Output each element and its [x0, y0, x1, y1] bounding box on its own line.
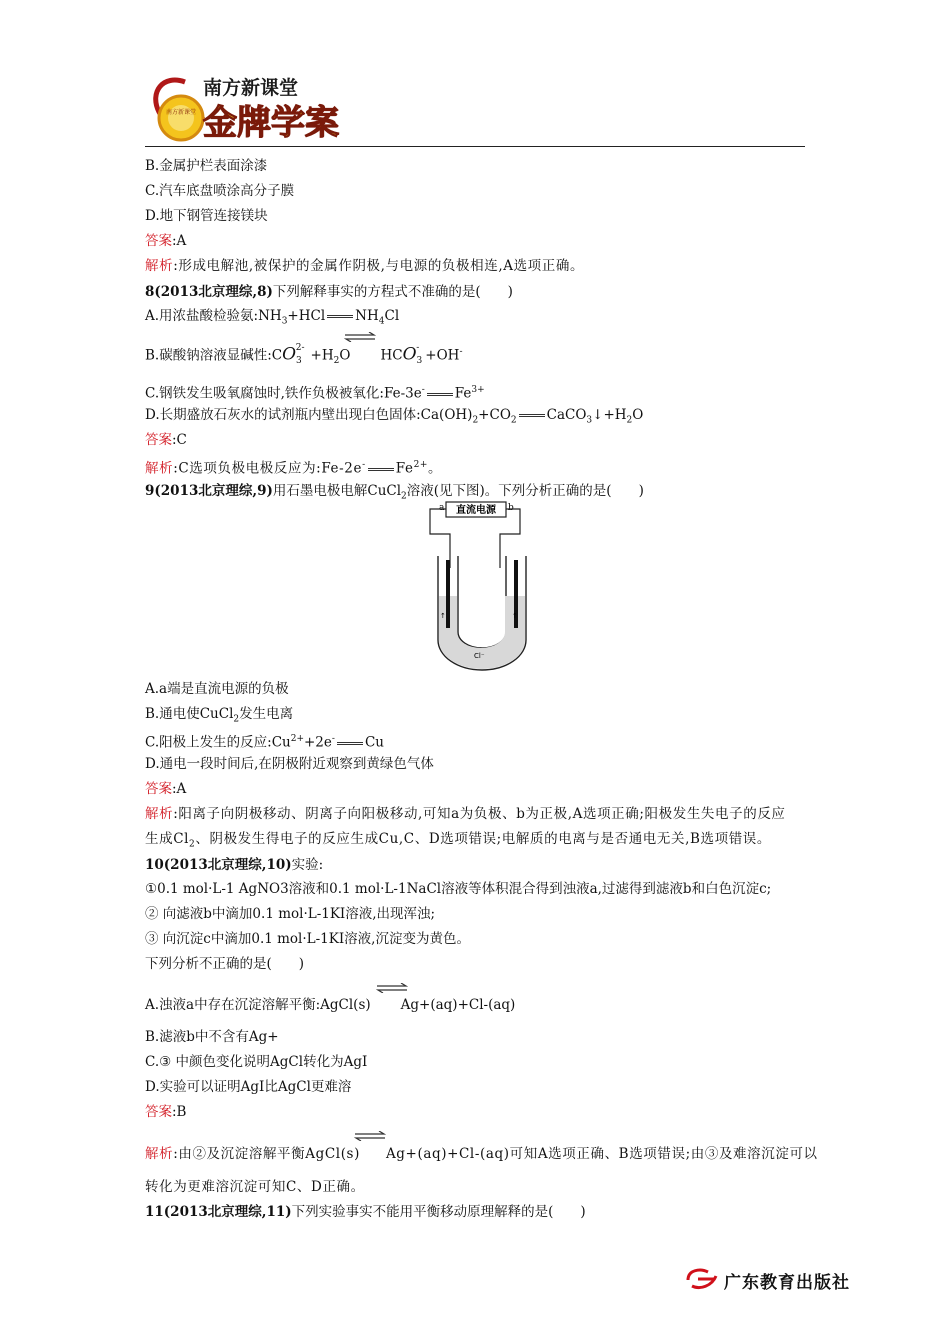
q8-stem: 8(2013北京理综,8)下列解释事实的方程式不准确的是( ) [145, 284, 513, 300]
equilibrium-arrow-icon [376, 983, 408, 993]
q10-analysis-2: 转化为更难溶沉淀可知C、D正确。 [145, 1179, 365, 1195]
q8-option-d: D.长期盛放石灰水的试剂瓶内壁出现白色固体$:Ca(OH)_2+CO_2$ $CaCO_3↓+H_2O$ [145, 407, 644, 426]
q9-answer: 答案:A [145, 781, 187, 797]
q11-stem: 11(2013北京理综,11)下列实验事实不能用平衡移动原理解释的是( ) [145, 1204, 586, 1220]
q7-option-b: B.金属护栏表面涂漆 [145, 158, 268, 174]
svg-text:b: b [508, 503, 514, 513]
logo-main-text: 金牌学案 [203, 103, 339, 143]
svg-text:↑: ↑ [512, 612, 518, 620]
q10-option-d: D.实验可以证明AgI比AgCl更难溶 [145, 1079, 352, 1095]
svg-text:直流电源: 直流电源 [456, 505, 496, 516]
q9-option-a: A.a端是直流电源的负极 [145, 681, 289, 697]
header-rule [145, 146, 805, 147]
equals-sign-icon [337, 742, 363, 745]
equals-sign-icon [519, 414, 545, 417]
svg-text:↑: ↑ [440, 612, 446, 620]
q9-option-b: B.通电使CuCl$_2$发生电离 [145, 706, 294, 725]
svg-text:南方新课堂: 南方新课堂 [165, 109, 197, 116]
q7-answer: 答案:A [145, 233, 187, 249]
q7-option-c: C.汽车底盘喷涂高分子膜 [145, 183, 295, 199]
q10-option-b: B.滤液b中不含有Ag+ [145, 1029, 279, 1045]
q10-option-a: A.浊液a中存在沉淀溶解平衡:AgCl(s) Ag+(aq)+Cl-(aq) [145, 997, 516, 1013]
q9-analysis-2: 生成$Cl_2$、阴极发生得电子的反应生成Cu,C、D选项错误;电解质的电离与是否通电无关,B选项错误。 [145, 831, 772, 850]
q9-analysis-1: 解析:阳离子向阴极移动、阴离子向阳极移动,可知a为负极、b为正极,A选项正确;阳极发生失电子的反应 [145, 806, 786, 822]
svg-text:Cl⁻: Cl⁻ [474, 652, 485, 660]
electrolysis-u-tube-diagram [426, 500, 538, 672]
logo-top-text: 南方新课堂 [203, 77, 299, 99]
equals-sign-icon [368, 468, 394, 471]
q8-answer: 答案:C [145, 432, 187, 448]
q9-option-c: C.阳极上发生的反应$:Cu^{2+}+2e^-$ Cu [145, 734, 384, 751]
q9-stem: 9(2013北京理综,9)用石墨电极电解CuCl$_2$溶液(见下图)。下列分析正确的是( ) [145, 483, 644, 502]
q10-analysis-1: 解析:由②及沉淀溶解平衡AgCl(s) Ag+(aq)+Cl-(aq)可知A选项正确、B选项错误;由③及难溶沉淀可以 [145, 1146, 818, 1162]
q9-option-d: D.通电一段时间后,在阴极附近观察到黄绿色气体 [145, 756, 434, 772]
q8-option-a: A.用浓盐酸检验氨$:NH_3+HCl$ $NH_4Cl$ [145, 308, 400, 327]
q7-option-d: D.地下钢管连接镁块 [145, 208, 268, 224]
equilibrium-arrow-icon [354, 1131, 386, 1141]
equilibrium-arrow-icon [344, 332, 376, 342]
equals-sign-icon [427, 393, 453, 396]
q8-option-c: C.钢铁发生吸氧腐蚀时,铁作负极被氧化:Fe-3e- $Fe^{3+}$ [145, 385, 485, 402]
publisher-name: 广东教育出版社 [724, 1273, 850, 1293]
equals-sign-icon [327, 315, 353, 318]
svg-text:a: a [439, 503, 445, 513]
q7-analysis: 解析:形成电解池,被保护的金属作阴极,与电源的负极相连,A选项正确。 [145, 258, 585, 274]
q10-step-3: ③ 向沉淀c中滴加0.1 mol·L-1KI溶液,沉淀变为黄色。 [145, 931, 470, 947]
publisher-logo-icon [684, 1266, 724, 1292]
q8-option-b: B.碳酸钠溶液显碱性$:CO_3^{2-} +H_2O$ $HCO_3^- +OH^-$ [145, 343, 463, 367]
header-logo [145, 72, 375, 144]
q10-answer: 答案:B [145, 1104, 187, 1120]
u-tube-inner [458, 556, 506, 648]
q10-stem: 10(2013北京理综,10)实验: [145, 857, 324, 873]
q10-question: 下列分析不正确的是( ) [145, 956, 305, 972]
q8-analysis: 解析:C选项负极电极反应为:Fe-2e- $Fe^{2+}$。 [145, 460, 443, 477]
q10-step-2: ② 向滤液b中滴加0.1 mol·L-1KI溶液,出现浑浊; [145, 906, 436, 922]
q10-step-1: ①0.1 mol·L-1 AgNO3溶液和0.1 mol·L-1NaCl溶液等体积混合得到浊液a,过滤得到滤液b和白色沉淀c; [145, 881, 772, 897]
q10-option-c: C.③ 中颜色变化说明AgCl转化为AgI [145, 1054, 368, 1070]
